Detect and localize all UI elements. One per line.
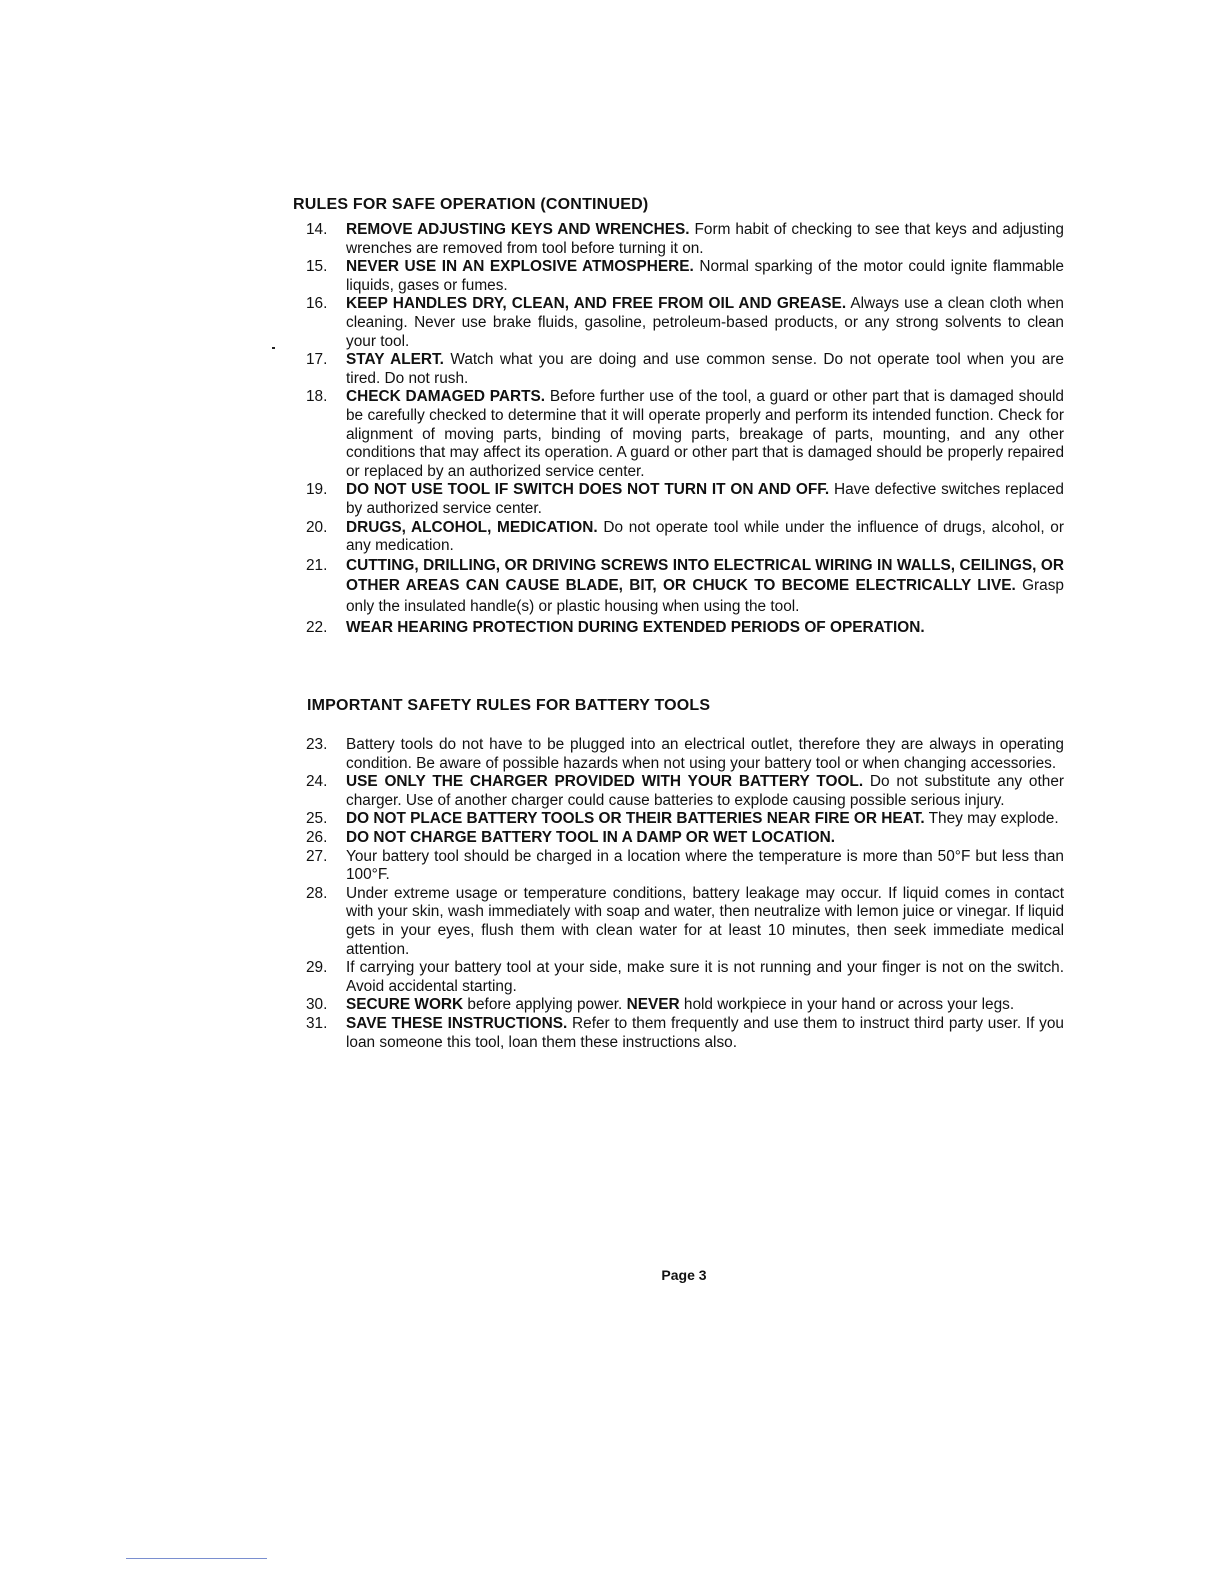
rule-title: CHECK DAMAGED PARTS. xyxy=(346,388,546,406)
rule-title: SAVE THESE INSTRUCTIONS. xyxy=(346,1014,568,1032)
rule-item xyxy=(306,848,1064,885)
rule-title: STAY ALERT. xyxy=(346,351,444,369)
rule-text: before applying power. xyxy=(463,996,627,1014)
rule-item xyxy=(306,959,1064,996)
rule-item xyxy=(306,773,1064,810)
rule-number: 28. xyxy=(306,884,328,902)
rule-item xyxy=(306,295,1064,351)
rule-number: 16. xyxy=(306,295,328,313)
rule-title: SECURE WORK xyxy=(346,996,464,1014)
rule-number: 14. xyxy=(306,221,328,238)
rule-title: DRUGS, ALCOHOL, MEDICATION. xyxy=(346,518,598,536)
rule-text: Watch what you are doing and use common sense. Do not operate tool when you are tired. Do not rush. xyxy=(346,351,1064,387)
rule-text: Form habit of checking to see that keys and adjusting wrenches are removed from tool before turning it on. xyxy=(346,221,1064,257)
battery-rules-list xyxy=(306,736,1064,1052)
rule-number: 26. xyxy=(306,828,328,846)
rule-title: DO NOT CHARGE BATTERY TOOL IN A DAMP OR WET LOCATION. xyxy=(346,828,836,846)
rule-text: Your battery tool should be charged in a location where the temperature is more than 50°F but less than 100°F. xyxy=(346,847,1064,884)
rule-number: 21. xyxy=(306,556,328,574)
rule-number: 20. xyxy=(306,518,328,536)
rule-item xyxy=(306,885,1064,959)
rule-item xyxy=(306,1015,1064,1052)
page-number: Page 3 xyxy=(661,1267,707,1283)
scan-edge-line xyxy=(126,1558,267,1559)
rule-number: 25. xyxy=(306,810,328,828)
rule-number: 23. xyxy=(306,736,328,753)
rule-number: 19. xyxy=(306,481,328,499)
rule-title: USE ONLY THE CHARGER PROVIDED WITH YOUR BATTERY TOOL. xyxy=(346,773,864,791)
rule-number: 29. xyxy=(306,959,328,977)
rule-title: REMOVE ADJUSTING KEYS AND WRENCHES. xyxy=(346,221,690,238)
rule-text-continued: hold workpiece in your hand or across your legs. xyxy=(679,996,1015,1014)
rule-text: They may explode. xyxy=(924,810,1059,828)
rule-number: 30. xyxy=(306,996,328,1014)
rule-number: 15. xyxy=(306,258,328,276)
rule-title: WEAR HEARING PROTECTION DURING EXTENDED PERIODS OF OPERATION. xyxy=(346,619,925,637)
rule-item xyxy=(306,221,1064,258)
rule-text: Have defective switches replaced by authorized service center. xyxy=(346,481,1064,517)
rule-item xyxy=(306,351,1064,388)
rule-text: Do not operate tool while under the influence of drugs, alcohol, or any medication. xyxy=(346,518,1064,555)
rule-text: Under extreme usage or temperature conditions, battery leakage may occur. If liquid comes in contact with your skin, wash immediately with soap and water, then neutralize with lemon juice or vinegar. If liquid gets in your eyes, flush them with clean water for at least 10 minutes, then seek immediate medical attention. xyxy=(346,884,1064,958)
rule-title: NEVER USE IN AN EXPLOSIVE ATMOSPHERE. xyxy=(346,258,694,276)
rule-number: 18. xyxy=(306,388,328,406)
rule-text: Battery tools do not have to be plugged into an electrical outlet, therefore they are always in operating condition. Be aware of possible hazards when not using your battery tool or when changing accessories. xyxy=(346,736,1064,772)
rule-text: Do not substitute any other charger. Use of another charger could cause batteries to explode causing possible serious injury. xyxy=(346,773,1064,809)
rule-number: 17. xyxy=(306,351,328,369)
rule-item xyxy=(306,481,1064,518)
section-heading-rules: RULES FOR SAFE OPERATION (CONTINUED) xyxy=(293,196,649,213)
rule-item xyxy=(306,519,1064,556)
section-heading-battery: IMPORTANT SAFETY RULES FOR BATTERY TOOLS xyxy=(307,697,711,714)
rule-text: Always use a clean cloth when cleaning. Never use brake fluids, gasoline, petroleum-based products, or any strong solvents to clean your tool. xyxy=(346,295,1064,350)
rule-text: Refer to them frequently and use them to instruct third party user. If you loan someone this tool, loan them these instructions also. xyxy=(346,1014,1064,1051)
rule-item xyxy=(306,996,1064,1015)
rule-item xyxy=(306,829,1064,848)
rule-item xyxy=(306,258,1064,295)
rule-item xyxy=(306,556,1064,618)
rule-emphasis: NEVER xyxy=(626,996,680,1014)
rule-number: 24. xyxy=(306,773,328,791)
rule-text: Grasp only the insulated handle(s) or plastic housing when using the tool. xyxy=(346,577,1064,615)
rule-number: 31. xyxy=(306,1014,328,1032)
rule-number: 27. xyxy=(306,847,328,865)
rule-title: KEEP HANDLES DRY, CLEAN, AND FREE FROM OIL AND GREASE. xyxy=(346,295,847,313)
scan-speck xyxy=(272,347,275,349)
rule-item xyxy=(306,388,1064,481)
rule-number: 22. xyxy=(306,619,328,637)
rule-text: Before further use of the tool, a guard or other part that is damaged should be carefully checked to determine that it will operate properly and perform its intended function. Check for alignment of moving parts, binding of moving parts, breakage of parts, mounting, and any other conditions that may affect its operation. A guard or other part that is damaged should be properly repaired or replaced by an authorized service center. xyxy=(346,388,1064,480)
rule-text: If carrying your battery tool at your side, make sure it is not running and your finger is not on the switch. Avoid accidental starting. xyxy=(346,959,1064,995)
rule-title: DO NOT PLACE BATTERY TOOLS OR THEIR BATTERIES NEAR FIRE OR HEAT. xyxy=(346,810,925,828)
rule-title: CUTTING, DRILLING, OR DRIVING SCREWS INTO ELECTRICAL WIRING IN WALLS, CEILINGS, OR OTHER AREAS CAN CAUSE BLADE, BIT, OR CHUCK TO BECOME ELECTRICALLY LIVE. xyxy=(346,556,1064,595)
rule-text: Normal sparking of the motor could ignite flammable liquids, gases or fumes. xyxy=(346,258,1064,294)
rule-item xyxy=(306,736,1064,773)
rule-item xyxy=(306,619,1064,638)
rule-item xyxy=(306,810,1064,829)
rule-title: DO NOT USE TOOL IF SWITCH DOES NOT TURN IT ON AND OFF. xyxy=(346,481,830,499)
rules-list xyxy=(306,221,1064,638)
